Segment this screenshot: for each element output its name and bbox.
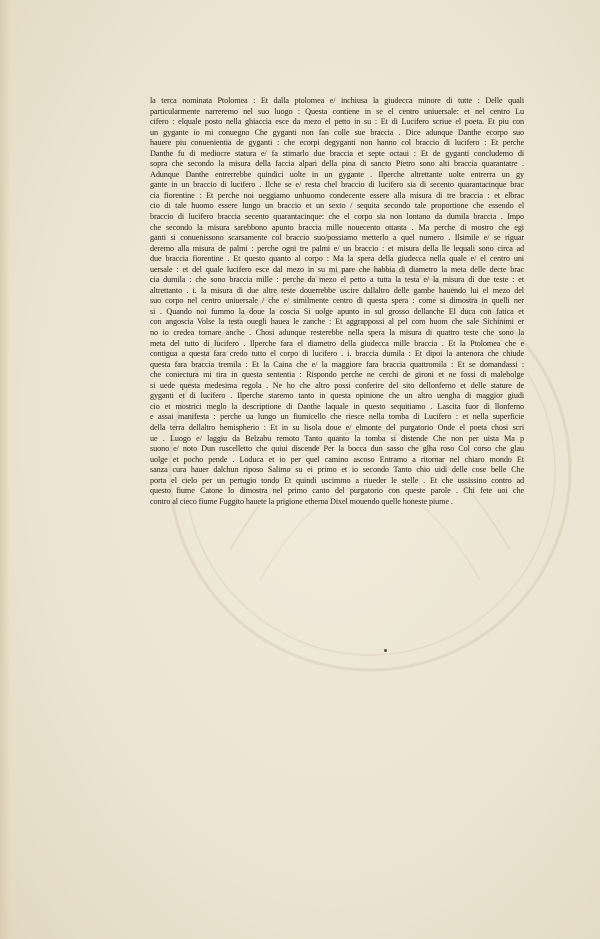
text-line: con angoscia Volse la testa ouegli hauea le zanche : Et aggrappossi al pel com huom che sale Sichinimi er <box>150 317 524 327</box>
text-line: Adunque Danthe entrerrebbe quindici uolte in un gygante . Ilperche altrettante uolte entrerra un gy <box>150 169 524 179</box>
text-line: sanza cura hauer dalchun riposo Salimo su ei primo et io secondo Tanto chio uidi delle cose belle Che <box>150 465 524 475</box>
text-line: uolge et pocho pende . Loduca et io per quel camino ascoso Entramo a ritornar nel chiaro mondo Et <box>150 454 524 464</box>
text-line: meta del tutto di lucifero . Ilperche fara el diametro della giudecca mille braccia . Et la Ptolomea che e <box>150 338 524 348</box>
text-line: questo fiume Catone lo dimostra nel primo canto del purgatorio con queste parole . Chi fete uoi che <box>150 486 524 496</box>
page-edge-shadow <box>0 0 10 939</box>
text-line: altrettanto . i. la misura di due altre teste douerrebbe uscire dallaltro delle gambe hauendo lui el mezo del <box>150 285 524 295</box>
commentary-text-block <box>150 96 524 507</box>
text-line: la terca nominata Ptolomea : Et dalla ptolomea e/ inchiusa la giudecca minore di tutte : Delle quali <box>150 96 524 105</box>
text-line: porta el cielo per un pertugio tondo Et quindi uscimmo a riueder le stelle . Et che ussissino contro ad <box>150 475 524 485</box>
text-line: due braccia fiorentine . Et questo quanto al corpo : Ma la spera della giudecca nella quale e/ el centro uni <box>150 254 524 264</box>
text-line: braccio di lucifero braccia secento quarantacinque: che el corpo sia non lontano da dumila braccia . Impo <box>150 212 524 222</box>
text-line: hauere piu conuenientia de gyganti : che ecorpi degyganti non hanno col braccio di lucifero : Et perche <box>150 138 524 148</box>
text-line: che coniectura mi tira in questa sententia : Rispondo perche ne cerchi de gironi et ne fossi di malebolge <box>150 370 524 380</box>
text-line: si . Quando noi fummo la doue la coscia Si uolge apunto in sul grosso dellanche El duca con fatica et <box>150 306 524 316</box>
text-line: gyganti et di lucifero . Ilperche staremo tanto in questa opinione che un altro uengha di maggior giudi <box>150 391 524 401</box>
text-line: cio di tale huomo essere lungo un braccio et un sexto / sequita secondo tale proportione che essendo el <box>150 201 524 211</box>
text-line: ganti si conuenissono scarsamente col braccio suo/possiamo metterlo a quel numero . Ilsimile e/ se riguar <box>150 233 524 243</box>
text-line: suo corpo nel centro uniuersale / che e/ similmente centro di questa spera : come si dimostra in quelli ner <box>150 296 524 306</box>
text-line: particularmente narreremo nel suo luogo : Questa contiene in se el centro uniuersale: et nel centro Lu <box>150 106 524 116</box>
text-line: no io credea tornare anche . Chosi adunque resterebbe nella spera la misura di quattro teste che sono la <box>150 328 524 338</box>
text-line: contigua a questa fara credo tutto el corpo di lucifero . i. braccia dumila : Et dipoi la antenora che chiude <box>150 349 524 359</box>
text-line: della terra dellaltro hemispherio : Et in su lisola doue e/ elmonte del purgatorio Onde el poeta chosi scri <box>150 422 524 432</box>
text-line: che secondo la misura sarebbono apunto braccia mille nouecento ottanta . Ma perche di mostro che egi <box>150 222 524 232</box>
text-line: uersale : et del quale lucifero esce dal mezo in su mi pare che habbia di diametro la meta delle decte brac <box>150 264 524 274</box>
text-line: cia dumila : che sono braccia mille : perche da mezo el petto a tutta la testa e/ la misura di due teste : et <box>150 275 524 285</box>
text-line: cifero : elquale posto nella ghiaccia esce da mezo el petto in su : Et di Lucifero scriue el poeta. Et piu con <box>150 117 524 127</box>
text-line: Danthe fu di mediocre statura e/ fa stimarlo due braccia et septe octaui : Et de gyganti concludemo di <box>150 148 524 158</box>
text-line: deremo alla misura de palmi : perche ogni tre palmi e/ un braccio : et misura della lle lequali sono circa ad <box>150 243 524 253</box>
text-line: un gygante io mi conuegno Che gyganti non fan colle sue braccia . Dice adunque Danthe ecorpo suo <box>150 127 524 137</box>
text-line: cio et mostrici meglo la descriptione di Danthe laquale in questo sequitiamo . Lascita fuor di llonferno <box>150 401 524 411</box>
text-line: contro al cieco fiume Fuggito hauete la prigione etherna Dixel mouendo quelle honeste piume . <box>150 496 453 506</box>
text-line: si uede questa medesima regola . Ne ho che altro possi conferire del sito dellonferno et delle stature de <box>150 380 524 390</box>
text-line: gante in un braccio di lucifero . Ilche se e/ resta chel braccio di lucifero sia di secento quarantacinque brac <box>150 180 524 190</box>
text-line: questa fara braccia tremila : Et la Caina che e/ la maggiore fara braccia quattromila : Et se domandassi : <box>150 359 524 369</box>
text-line: ue . Luogo e/ laggiu da Belzabu remoto Tanto quanto la tomba si distende Che non per uista Ma p <box>150 433 524 443</box>
text-line: e assai manifesta : perche ua lungo un fiumicello che riesce nella tomba di Lucifero : et nella superficie <box>150 412 524 422</box>
text-line: cia fiorentine : Et perche noi ueggiamo unhuomo condecente essere alla misura di tre braccia : et elbrac <box>150 190 524 200</box>
text-line: sopra che secondo la misura della faccia alpari della pina di sancto Pietro sono alti braccia quarantatre . <box>150 159 524 169</box>
text-line: suono e/ noto Dun ruscelletto che quiui discende Per la bocca dun sasso che glha roso Col corso che glau <box>150 444 524 454</box>
ink-speck <box>384 649 387 652</box>
